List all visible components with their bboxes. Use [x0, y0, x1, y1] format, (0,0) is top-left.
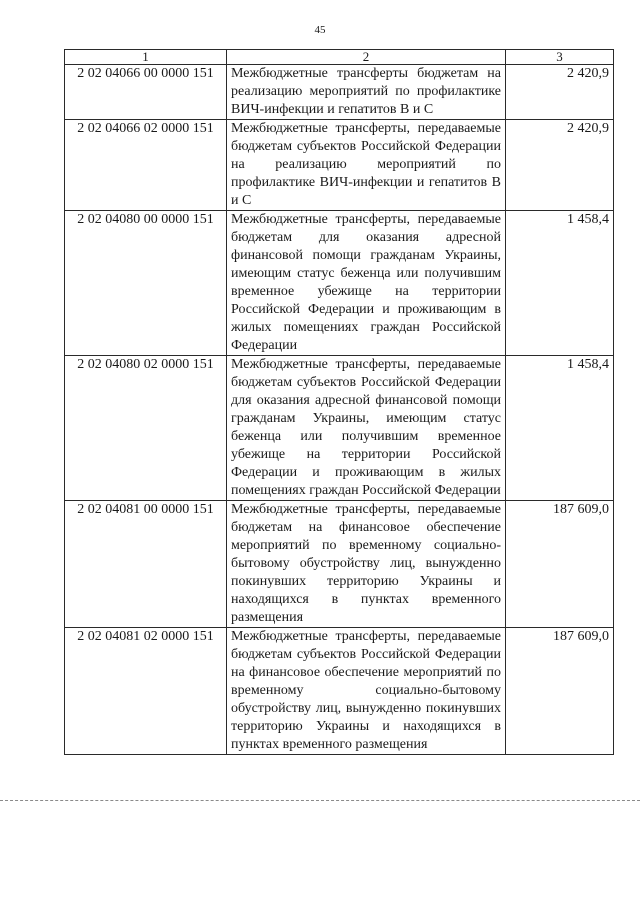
row-amount: 187 609,0: [506, 628, 614, 755]
row-description: Межбюджетные трансферты, передаваемые бюджетам субъектов Российской Федерации для оказания адресной финансовой помощи гражданам Украины, имеющим статус беженца или получившим временное убежище на территории Российской Федерации и проживающим в жилых помещениях граждан Российской Федерации: [227, 356, 506, 501]
budget-revenue-table: [64, 49, 614, 755]
row-amount: 1 458,4: [506, 356, 614, 501]
column-number-1: 1: [65, 50, 227, 65]
table-row: [65, 501, 614, 628]
table-row: [65, 628, 614, 755]
row-description: Межбюджетные трансферты, передаваемые бюджетам субъектов Российской Федерации на реализацию мероприятий по профилактике ВИЧ-инфекции и гепатитов В и С: [227, 120, 506, 211]
budget-code: 2 02 04080 02 0000 151: [65, 356, 227, 501]
table-row: [65, 120, 614, 211]
table-header-row: [65, 50, 614, 65]
budget-code: 2 02 04081 02 0000 151: [65, 628, 227, 755]
row-description: Межбюджетные трансферты бюджетам на реализацию мероприятий по профилактике ВИЧ-инфекции и гепатитов В и С: [227, 65, 506, 120]
row-amount: 2 420,9: [506, 120, 614, 211]
budget-code: 2 02 04066 02 0000 151: [65, 120, 227, 211]
budget-code: 2 02 04081 00 0000 151: [65, 501, 227, 628]
row-description: Межбюджетные трансферты, передаваемые бюджетам субъектов Российской Федерации на финансовое обеспечение мероприятий по временному социально-бытовому обустройству лиц, вынужденно покинувших территорию Украины и находящихся в пунктах временного размещения: [227, 628, 506, 755]
table-row: [65, 356, 614, 501]
column-number-2: 2: [227, 50, 506, 65]
row-amount: 2 420,9: [506, 65, 614, 120]
row-amount: 187 609,0: [506, 501, 614, 628]
table-row: [65, 211, 614, 356]
row-description: Межбюджетные трансферты, передаваемые бюджетам на финансовое обеспечение мероприятий по временному социально-бытовому обустройству лиц, вынужденно покинувших территорию Украины и находящихся в пунктах временного размещения: [227, 501, 506, 628]
scan-dashed-rule: [0, 800, 640, 801]
budget-code: 2 02 04080 00 0000 151: [65, 211, 227, 356]
row-description: Межбюджетные трансферты, передаваемые бюджетам для оказания адресной финансовой помощи гражданам Украины, имеющим статус беженца или получившим временное убежище на территории Российской Федерации и проживающим в жилых помещениях граждан Российской Федерации: [227, 211, 506, 356]
column-number-3: 3: [506, 50, 614, 65]
page-number: 45: [314, 24, 326, 36]
table-row: [65, 65, 614, 120]
budget-code: 2 02 04066 00 0000 151: [65, 65, 227, 120]
row-amount: 1 458,4: [506, 211, 614, 356]
